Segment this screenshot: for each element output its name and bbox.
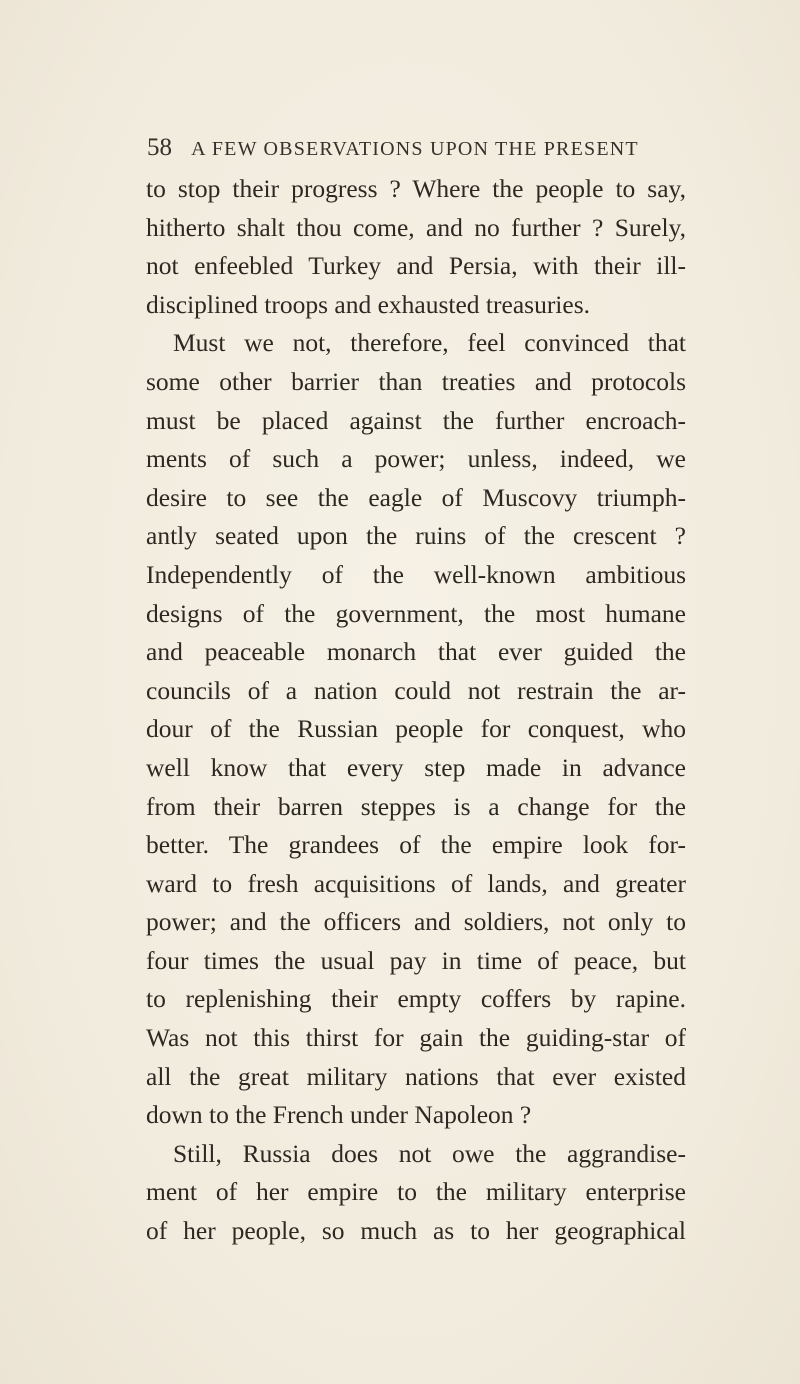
text-line: ments of such a power; unless, indeed, we xyxy=(146,444,686,474)
text-line: councils of a nation could not restrain the ar- xyxy=(146,675,686,705)
text-line: some other barrier than treaties and protocols xyxy=(146,366,686,396)
text-line: not enfeebled Turkey and Persia, with their ill- xyxy=(146,251,686,281)
text-line: well know that every step made in advance xyxy=(146,752,686,782)
text-line: better. The grandees of the empire look for- xyxy=(146,830,686,860)
text-line: must be placed against the further encroach- xyxy=(146,405,686,435)
text-line: designs of the government, the most humane xyxy=(146,598,686,628)
text-line: disciplined troops and exhausted treasuries. xyxy=(146,289,591,319)
text-line: down to the French under Napoleon ? xyxy=(146,1100,532,1130)
page-number: 58 xyxy=(147,134,172,161)
text-line: desire to see the eagle of Muscovy triumph- xyxy=(146,482,686,512)
text-line: Still, Russia does not owe the aggrandise- xyxy=(173,1138,686,1168)
text-line: Was not this thirst for gain the guiding-star of xyxy=(146,1023,686,1053)
text-line: ment of her empire to the military enterprise xyxy=(146,1177,686,1207)
running-head xyxy=(147,128,707,168)
text-line: to replenishing their empty coffers by rapine. xyxy=(146,984,686,1014)
running-title: A FEW OBSERVATIONS UPON THE PRESENT xyxy=(191,138,639,160)
text-line: of her people, so much as to her geographical xyxy=(146,1216,686,1246)
text-line: Independently of the well-known ambitious xyxy=(146,559,686,589)
text-line: from their barren steppes is a change for the xyxy=(146,791,686,821)
text-line: dour of the Russian people for conquest, who xyxy=(146,714,686,744)
text-line: power; and the officers and soldiers, not only to xyxy=(146,907,686,937)
text-line: all the great military nations that ever existed xyxy=(146,1061,686,1091)
body-text xyxy=(146,170,686,1251)
text-line: and peaceable monarch that ever guided the xyxy=(146,637,686,667)
text-line: four times the usual pay in time of peace, but xyxy=(146,945,686,975)
text-line: antly seated upon the ruins of the crescent ? xyxy=(146,521,686,551)
text-line: Must we not, therefore, feel convinced that xyxy=(173,328,686,358)
text-line: hitherto shalt thou come, and no further ? Surely, xyxy=(146,212,686,242)
text-line: to stop their progress ? Where the people to say, xyxy=(146,174,686,203)
text-line: ward to fresh acquisitions of lands, and greater xyxy=(146,868,686,898)
